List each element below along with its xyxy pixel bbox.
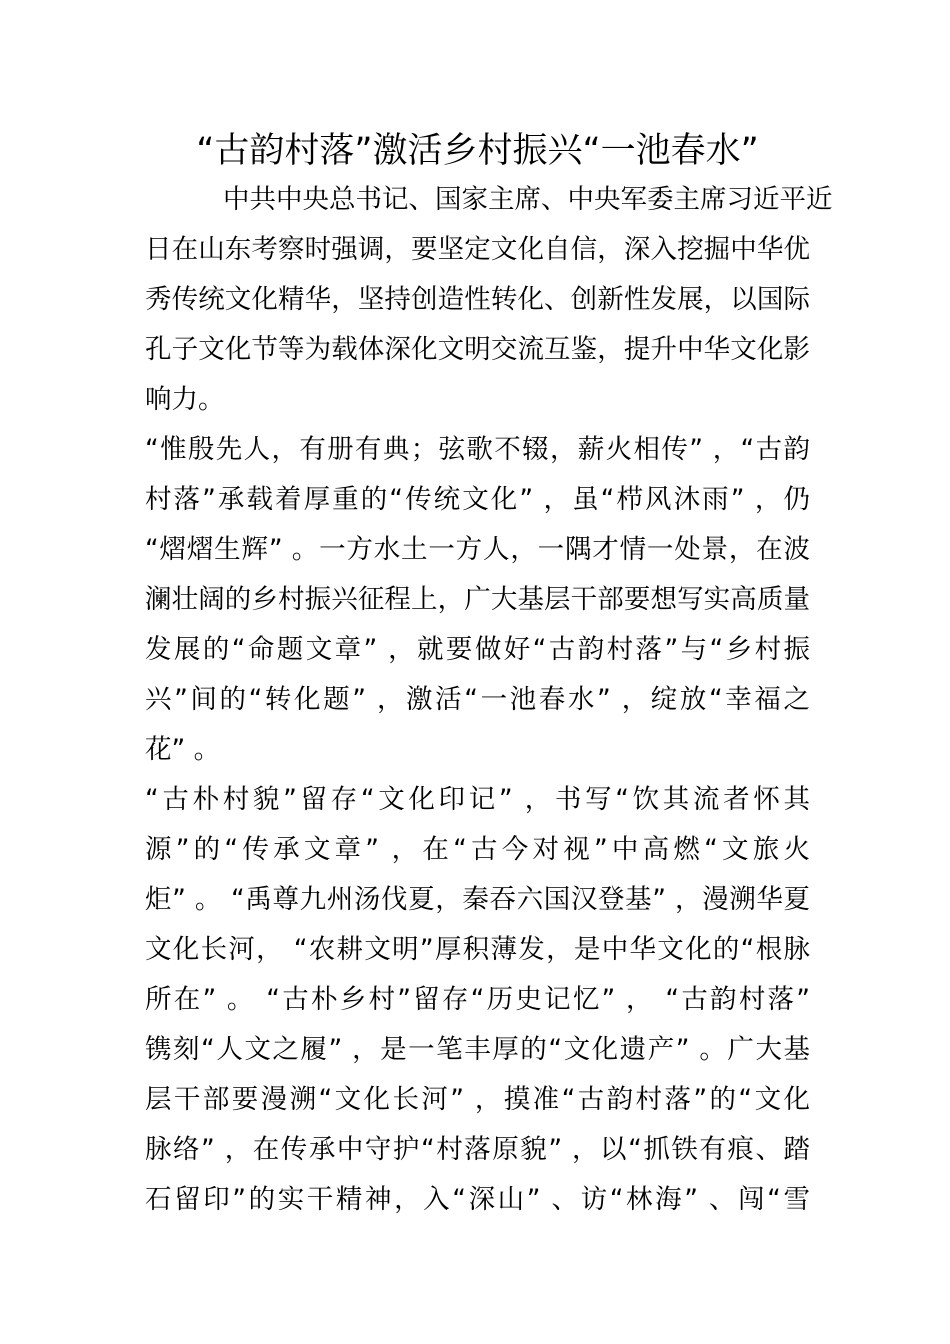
article-title: “古韵村落”激活乡村振兴“一池春水” [196, 131, 759, 171]
paragraph-1-line-3: 秀传统文化精华，坚持创造性转化、创新性发展，以国际 [145, 284, 810, 315]
paragraph-3-line-7: 层干部要漫溯“文化长河” ，摸准“古韵村落”的“文化 [145, 1084, 810, 1115]
paragraph-1-line-5: 响力。 [145, 384, 225, 415]
paragraph-3-line-9: 石留印”的实干精神，入“深山” 、访“林海” 、闯“雪 [145, 1184, 810, 1215]
paragraph-2-line-2: 村落”承载着厚重的“传统文化” ，虽“栉风沐雨” ，仍 [145, 484, 810, 515]
paragraph-2-line-4: 澜壮阔的乡村振兴征程上，广大基层干部要想写实高质量 [145, 584, 810, 615]
paragraph-2-line-1: “惟殷先人，有册有典；弦歌不辍，薪火相传” ，“古韵 [145, 434, 810, 465]
paragraph-3-line-6: 镌刻“人文之履” ，是一笔丰厚的“文化遗产” 。广大基 [145, 1034, 810, 1065]
paragraph-1-line-2: 日在山东考察时强调，要坚定文化自信，深入挖掘中华优 [145, 234, 810, 265]
paragraph-3-line-1: “古朴村貌”留存“文化印记” ，书写“饮其流者怀其 [145, 784, 810, 815]
paragraph-2-line-6: 兴”间的“转化题” ，激活“一池春水” ，绽放“幸福之 [145, 684, 810, 715]
paragraph-3-line-5: 所在” 。 “古朴乡村”留存“历史记忆” ， “古韵村落” [145, 984, 810, 1015]
paragraph-1-line-4: 孔子文化节等为载体深化文明交流互鉴，提升中华文化影 [145, 334, 810, 365]
paragraph-2-line-5: 发展的“命题文章” ，就要做好“古韵村落”与“乡村振 [145, 634, 810, 665]
paragraph-1-line-1: 中共中央总书记、国家主席、中央军委主席习近平近 [223, 184, 833, 215]
paragraph-3-line-4: 文化长河， “农耕文明”厚积薄发，是中华文化的“根脉 [145, 934, 810, 965]
paragraph-3-line-8: 脉络” ，在传承中守护“村落原貌” ，以“抓铁有痕、踏 [145, 1134, 810, 1165]
paragraph-3-line-3: 炬” 。 “禹尊九州汤伐夏，秦吞六国汉登基” ，漫溯华夏 [145, 884, 810, 915]
paragraph-3-line-2: 源”的“传承文章” ，在“古今对视”中高燃“文旅火 [145, 834, 810, 865]
article-body [145, 175, 833, 1225]
paragraph-2-line-7: 花” 。 [145, 734, 221, 765]
paragraph-2-line-3: “熠熠生辉” 。一方水土一方人，一隅才情一处景，在波 [145, 534, 810, 565]
